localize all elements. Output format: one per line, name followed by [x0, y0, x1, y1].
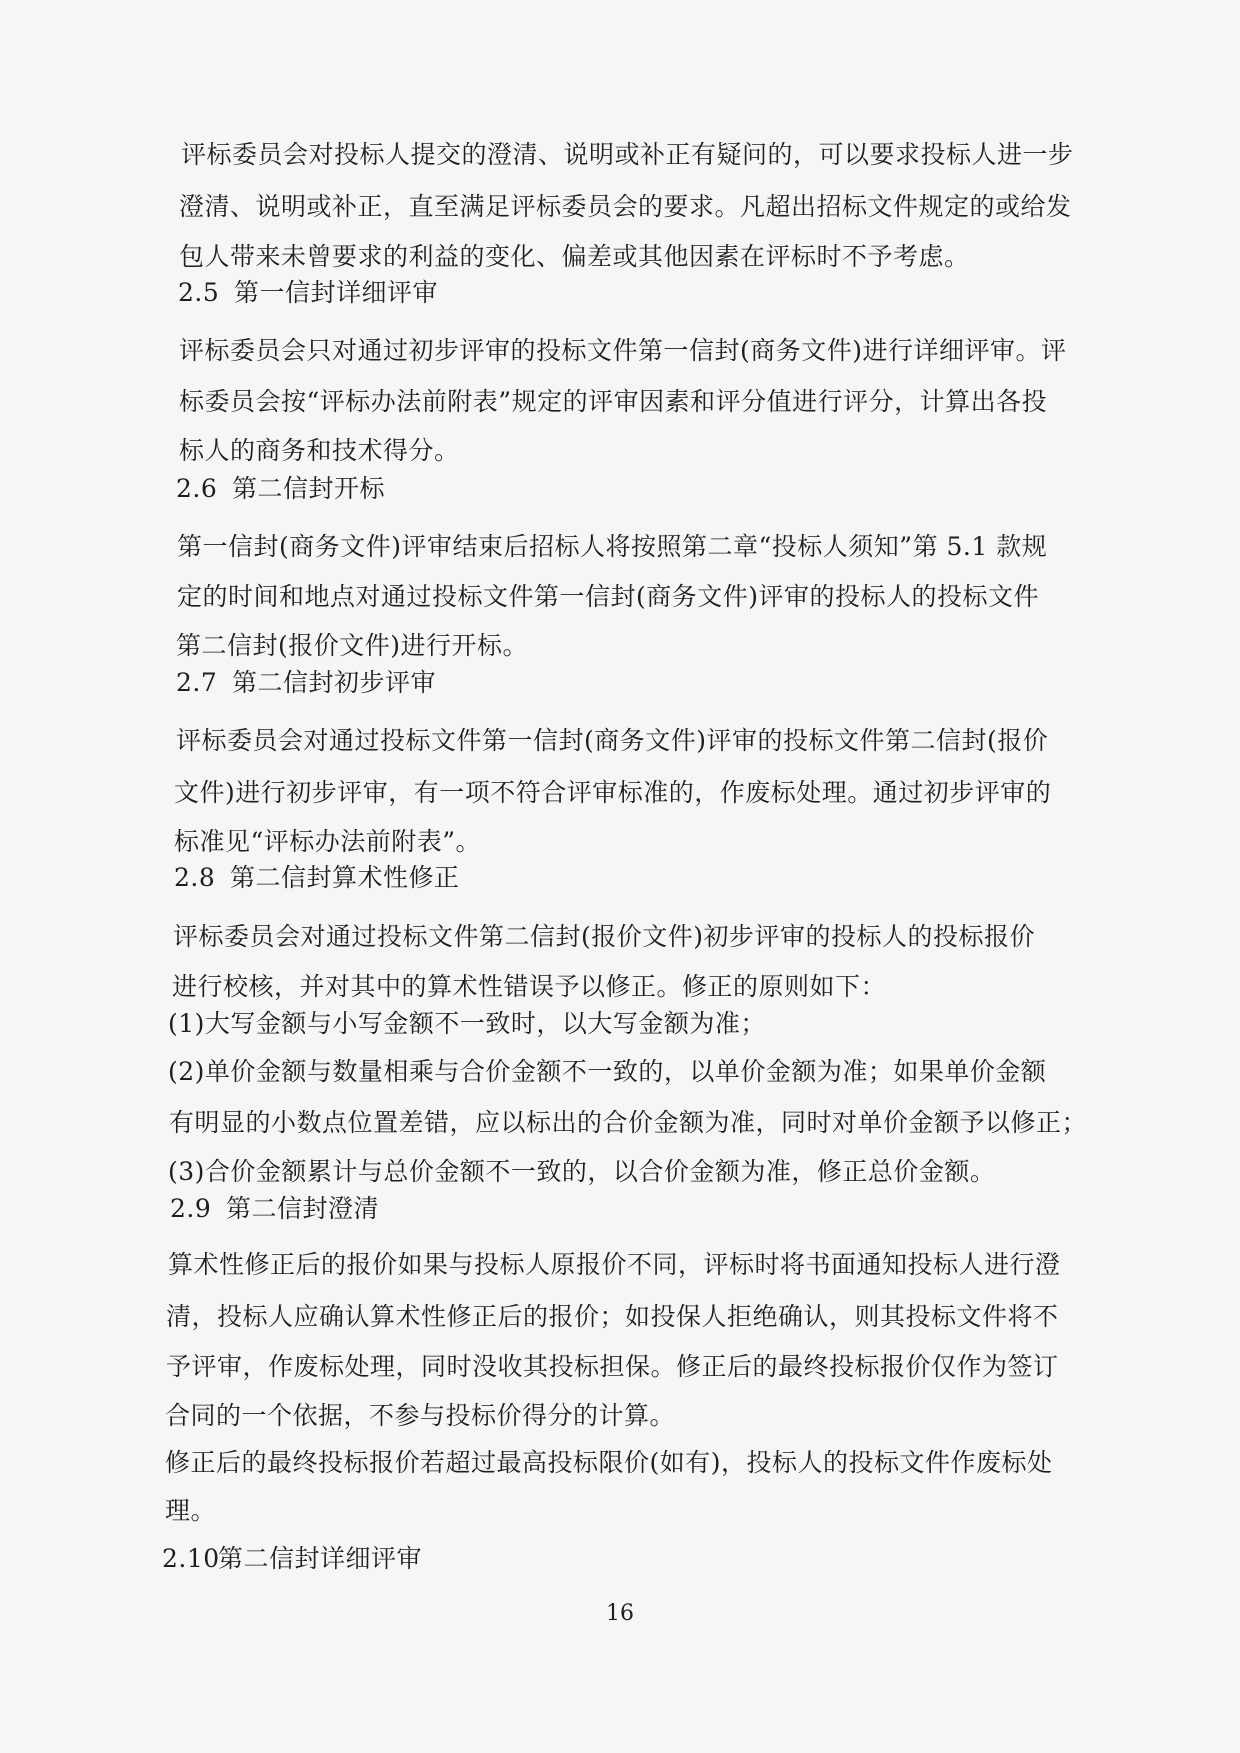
section-number: 2.10	[162, 1544, 220, 1573]
list-item: (1)大写金额与小写金额不一致时，以大写金额为准；	[168, 1009, 766, 1038]
text-line: 标准见“评标办法前附表”。	[174, 827, 482, 856]
text-line: 标委员会按“评标办法前附表”规定的评审因素和评分值进行评分，计算出各投	[179, 387, 1048, 416]
section-heading	[162, 1544, 422, 1574]
text-line: 算术性修正后的报价如果与投标人原报价不同，评标时将书面通知投标人进行澄	[168, 1250, 1061, 1279]
list-item: (3)合价金额累计与总价金额不一致的，以合价金额为准，修正总价金额。	[168, 1157, 996, 1186]
section-number: 2.7	[176, 668, 218, 697]
page-number: 16	[606, 1601, 634, 1626]
text-line: 包人带来未曾要求的利益的变化、偏差或其他因素在评标时不予考虑。	[179, 242, 970, 271]
section-title: 第一信封详细评审	[234, 278, 439, 307]
text-line: 清，投标人应确认算术性修正后的报价；如投保人拒绝确认，则其投标文件将不	[166, 1302, 1059, 1331]
text-line: 澄清、说明或补正，直至满足评标委员会的要求。凡超出招标文件规定的或给发	[179, 192, 1072, 221]
list-item: (2)单价金额与数量相乘与合价金额不一致的，以单价金额为准；如果单价金额	[168, 1057, 1047, 1086]
section-heading	[176, 474, 385, 504]
text-line: 评标委员会对投标人提交的澄清、说明或补正有疑问的，可以要求投标人进一步	[181, 140, 1074, 169]
list-item-continuation: 有明显的小数点位置差错，应以标出的合价金额为准，同时对单价金额予以修正；	[169, 1108, 1088, 1137]
text-line: 修正后的最终投标报价若超过最高投标限价(如有)，投标人的投标文件作废标处	[165, 1448, 1053, 1477]
text-line: 理。	[165, 1496, 217, 1525]
section-heading	[176, 668, 436, 698]
section-title: 第二信封详细评审	[218, 1544, 423, 1573]
section-heading	[174, 863, 460, 893]
text-line: 第一信封(商务文件)评审结束后招标人将按照第二章“投标人须知”第 5.1 款规	[177, 532, 1048, 561]
section-title: 第二信封澄清	[226, 1194, 380, 1223]
text-line: 评标委员会对通过投标文件第二信封(报价文件)初步评审的投标人的投标报价	[173, 922, 1036, 951]
text-line: 进行校核，并对其中的算术性错误予以修正。修正的原则如下：	[172, 972, 887, 1001]
section-number: 2.9	[170, 1194, 212, 1223]
section-number: 2.5	[178, 278, 220, 307]
section-heading	[170, 1194, 379, 1224]
text-line: 标人的商务和技术得分。	[179, 436, 460, 465]
section-heading	[178, 278, 438, 308]
section-title: 第二信封初步评审	[232, 668, 437, 697]
text-line: 评标委员会对通过投标文件第一信封(商务文件)评审的投标文件第二信封(报价	[176, 726, 1049, 755]
text-line: 合同的一个依据，不参与投标价得分的计算。	[165, 1401, 676, 1430]
text-line: 第二信封(报价文件)进行开标。	[176, 631, 529, 660]
section-title: 第二信封算术性修正	[230, 863, 460, 892]
section-number: 2.6	[176, 474, 218, 503]
text-line: 评标委员会只对通过初步评审的投标文件第一信封(商务文件)进行详细评审。评	[179, 336, 1067, 365]
text-line: 定的时间和地点对通过投标文件第一信封(商务文件)评审的投标人的投标文件	[177, 582, 1040, 611]
section-number: 2.8	[174, 863, 216, 892]
section-title: 第二信封开标	[232, 474, 386, 503]
text-line: 文件)进行初步评审，有一项不符合评审标准的，作废标处理。通过初步评审的	[174, 778, 1052, 807]
text-line: 予评审，作废标处理，同时没收其投标担保。修正后的最终投标报价仅作为签订	[166, 1352, 1059, 1381]
